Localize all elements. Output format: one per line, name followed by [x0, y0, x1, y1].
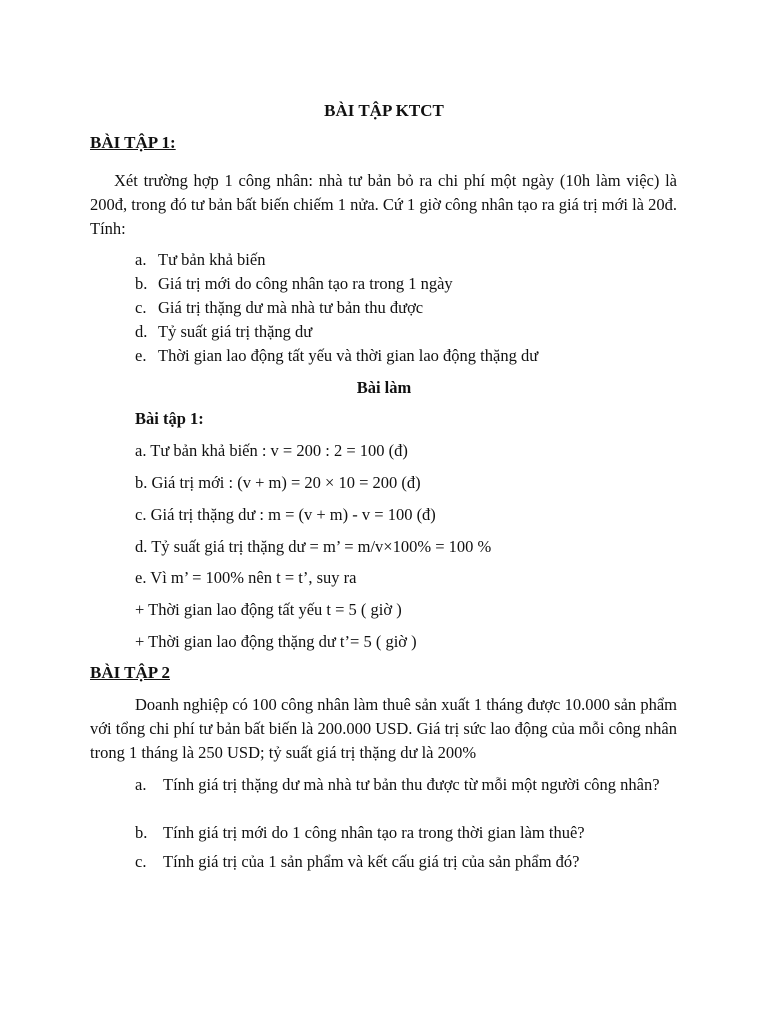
- exercise-1-problem: Xét trường hợp 1 công nhân: nhà tư bản bỏ ra chi phí một ngày (10h làm việc) là 200đ, trong đó tư bản bất biến chiếm 1 nửa. Cứ 1 giờ công nhân tạo ra giá trị mới là 20đ. Tính:: [90, 171, 677, 238]
- question-text: Tính giá trị mới do 1 công nhân tạo ra trong thời gian làm thuê?: [163, 823, 585, 842]
- exercise-2-question: [135, 823, 585, 843]
- question-label: a.: [135, 250, 147, 269]
- exercise-1-question: [135, 346, 538, 366]
- solution-line: + Thời gian lao động tất yếu t = 5 ( giờ ): [135, 600, 402, 619]
- question-text: Tính giá trị của 1 sản phẩm và kết cấu giá trị của sản phẩm đó?: [163, 852, 580, 871]
- solution-line: + Thời gian lao động thặng dư t’= 5 ( giờ ): [135, 632, 417, 651]
- question-label: b.: [135, 274, 148, 293]
- question-text: Giá trị mới do công nhân tạo ra trong 1 ngày: [158, 274, 453, 293]
- question-text: Tính giá trị thặng dư mà nhà tư bản thu được từ mỗi một người công nhân?: [163, 775, 660, 794]
- exercise-2-heading: BÀI TẬP 2: [90, 663, 170, 682]
- solution-line: e. Vì m’ = 100% nên t = t’, suy ra: [135, 568, 357, 587]
- question-label: c.: [135, 852, 147, 871]
- solution-line: d. Tỷ suất giá trị thặng dư = m’ = m/v×100% = 100 %: [135, 537, 492, 556]
- solution-heading: Bài làm: [356, 378, 412, 397]
- document-title: BÀI TẬP KTCT: [324, 101, 444, 120]
- question-text: Tỷ suất giá trị thặng dư: [158, 322, 313, 341]
- exercise-1-question: [135, 250, 265, 270]
- solution-subheading: Bài tập 1:: [135, 409, 204, 428]
- exercise-1-heading: BÀI TẬP 1:: [90, 133, 176, 152]
- question-label: c.: [135, 298, 147, 317]
- question-label: a.: [135, 775, 147, 794]
- exercise-2-problem: Doanh nghiệp có 100 công nhân làm thuê sản xuất 1 tháng được 10.000 sản phẩm với tổng chi phí tư bản bất biến là 200.000 USD. Giá trị sức lao động của mỗi công nhân trong 1 tháng là 250 USD; tỷ suất giá trị thặng dư là 200%: [90, 695, 677, 762]
- solution-line: a. Tư bản khả biến : v = 200 : 2 = 100 (đ): [135, 441, 408, 460]
- question-label: e.: [135, 346, 147, 365]
- exercise-1-question: [135, 274, 453, 294]
- solution-line: b. Giá trị mới : (v + m) = 20 × 10 = 200 (đ): [135, 473, 421, 492]
- question-text: Tư bản khả biến: [158, 250, 266, 269]
- exercise-2-question: [135, 852, 579, 872]
- exercise-2-question: [90, 774, 677, 796]
- exercise-1-question: [135, 322, 312, 342]
- exercise-1-question: [135, 298, 423, 318]
- question-label: d.: [135, 322, 148, 341]
- question-text: Giá trị thặng dư mà nhà tư bản thu được: [158, 298, 424, 317]
- question-label: b.: [135, 823, 148, 842]
- question-text: Thời gian lao động tất yếu và thời gian lao động thặng dư: [158, 346, 539, 365]
- solution-line: c. Giá trị thặng dư : m = (v + m) - v = 100 (đ): [135, 505, 436, 524]
